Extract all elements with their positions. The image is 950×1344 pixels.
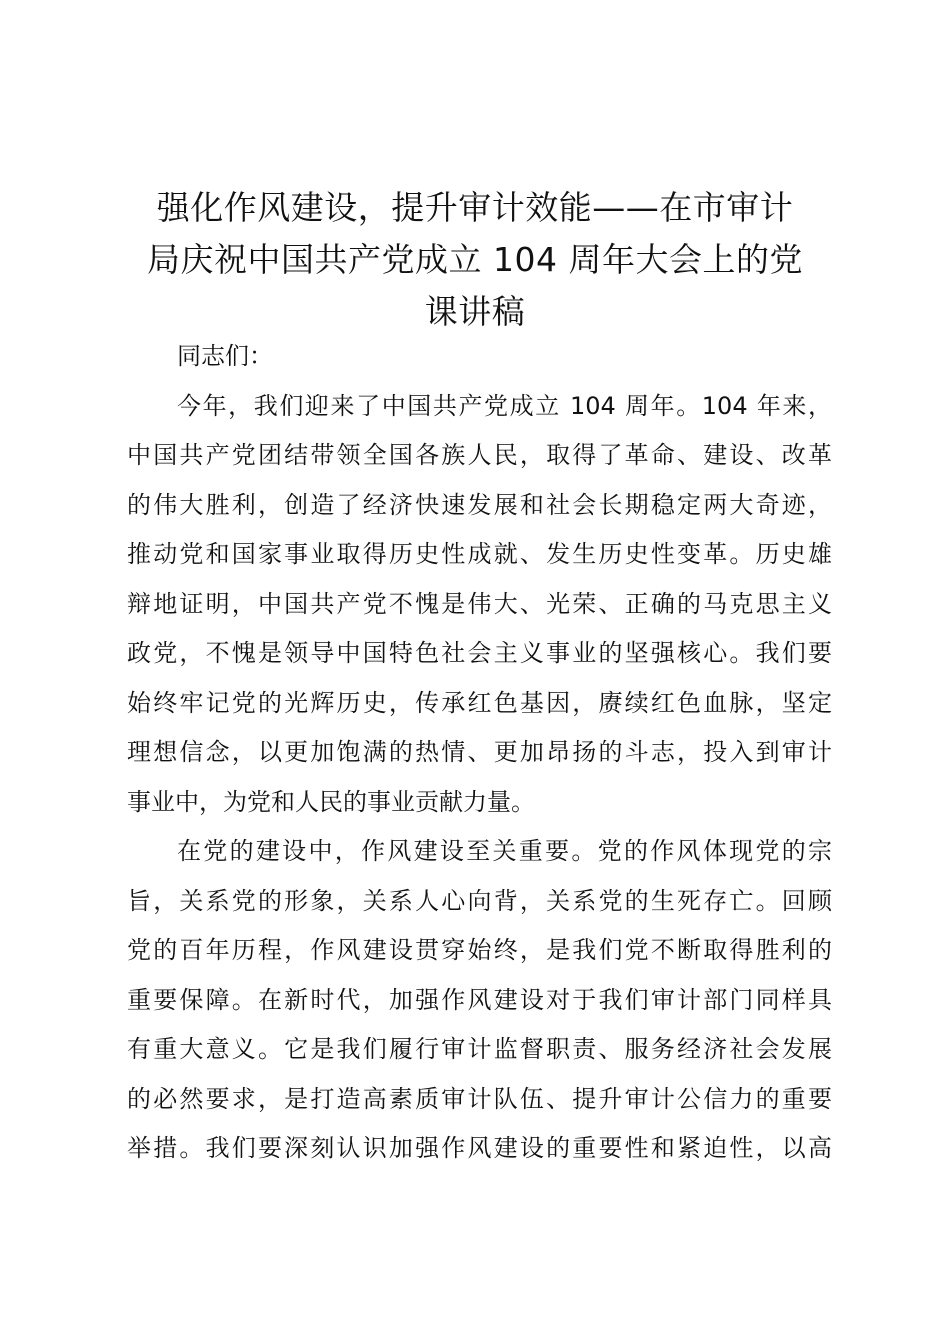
text-line: 辩地证明，中国共产党不愧是伟大、光荣、正确的马克思主义: [127, 589, 832, 618]
text-line: 理想信念，以更加饱满的热情、更加昂扬的斗志，投入到审计: [127, 738, 832, 766]
text-line: 党的百年历程，作风建设贯穿始终，是我们党不断取得胜利的: [127, 936, 832, 964]
text-line: 举措。我们要深刻认识加强作风建设的重要性和紧迫性，以高: [127, 1134, 832, 1162]
paragraph-1: [127, 382, 832, 828]
text-line: 中国共产党团结带领全国各族人民，取得了革命、建设、改革: [127, 441, 832, 469]
text-line: 推动党和国家事业取得历史性成就、发生历史性变革。历史雄: [127, 540, 832, 568]
text-line: 旨，关系党的形象，关系人心向背，关系党的生死存亡。回顾: [127, 886, 832, 915]
salutation: 同志们：: [177, 342, 273, 370]
text-line: 始终牢记党的光辉历史，传承红色基因，赓续红色血脉，坚定: [127, 688, 832, 717]
document-title: [120, 182, 830, 338]
text-line: 的必然要求，是打造高素质审计队伍、提升审计公信力的重要: [127, 1084, 832, 1113]
text-line: 有重大意义。它是我们履行审计监督职责、服务经济社会发展: [127, 1035, 832, 1063]
document-body: [127, 332, 832, 1174]
text-line: 今年，我们迎来了中国共产党成立 104 周年。104 年来，: [177, 391, 832, 420]
title-line: 强化作风建设，提升审计效能——在市审计: [156, 188, 794, 227]
title-line: 局庆祝中国共产党成立 104 周年大会上的党: [147, 240, 803, 279]
text-line: 事业中，为党和人民的事业贡献力量。: [127, 787, 535, 816]
title-line: 课讲稿: [424, 292, 526, 331]
text-line: 的伟大胜利，创造了经济快速发展和社会长期稳定两大奇迹，: [127, 490, 832, 519]
text-line: 政党，不愧是领导中国特色社会主义事业的坚强核心。我们要: [127, 639, 832, 667]
paragraph-2: [127, 827, 832, 1174]
text-line: 重要保障。在新时代，加强作风建设对于我们审计部门同样具: [127, 985, 832, 1014]
text-line: 在党的建设中，作风建设至关重要。党的作风体现党的宗: [177, 837, 832, 865]
